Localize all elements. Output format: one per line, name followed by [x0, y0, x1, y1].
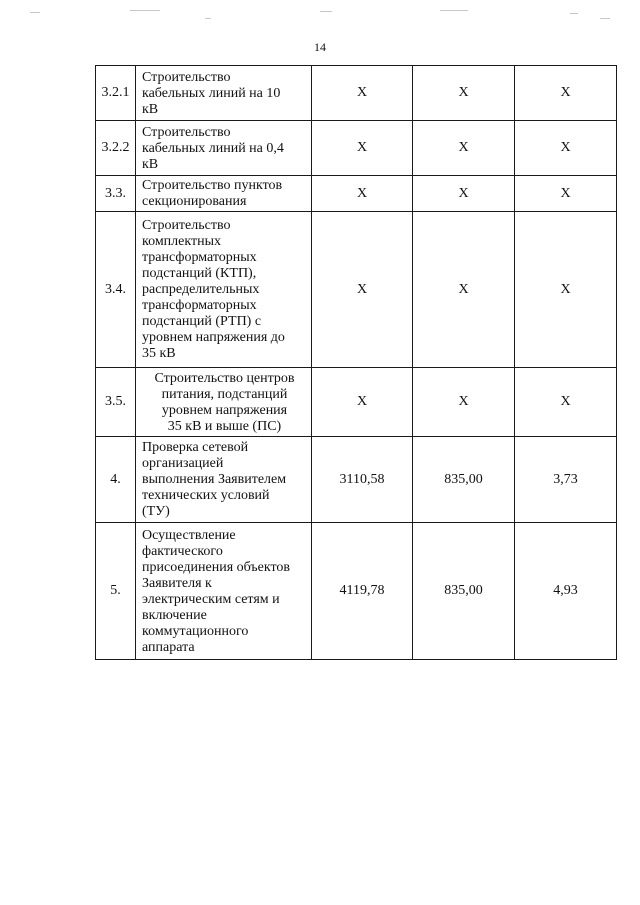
row-description: Строительство кабельных линий на 10 кВ	[136, 66, 312, 121]
row-value-3: Х	[515, 368, 617, 437]
row-description: Строительство комплектных трансформаторных подстанций (КТП), распределительных трансформаторных подстанций (РТП) с уровнем напряжения до 35 кВ	[136, 212, 312, 368]
row-description: Проверка сетевой организацией выполнения Заявителем технических условий (ТУ)	[136, 437, 312, 523]
row-value-2: Х	[413, 66, 515, 121]
row-value-3: Х	[515, 66, 617, 121]
row-value-3: 4,93	[515, 523, 617, 660]
tariff-table	[95, 65, 617, 660]
row-value-1: Х	[312, 121, 413, 176]
row-value-3: 3,73	[515, 437, 617, 523]
table-body	[96, 66, 617, 660]
row-value-2: Х	[413, 368, 515, 437]
row-value-1: 4119,78	[312, 523, 413, 660]
row-value-2: 835,00	[413, 523, 515, 660]
page-number: 14	[314, 40, 326, 54]
row-value-2: Х	[413, 212, 515, 368]
table-row	[96, 437, 617, 523]
table-row	[96, 212, 617, 368]
row-value-3: Х	[515, 212, 617, 368]
row-value-1: 3110,58	[312, 437, 413, 523]
scan-artifacts	[0, 8, 640, 28]
row-number: 3.3.	[96, 176, 136, 212]
table-row	[96, 176, 617, 212]
row-value-3: Х	[515, 176, 617, 212]
row-value-1: Х	[312, 368, 413, 437]
row-value-1: Х	[312, 66, 413, 121]
row-value-1: Х	[312, 212, 413, 368]
row-number: 3.2.1	[96, 66, 136, 121]
row-description: Строительство пунктов секционирования	[136, 176, 312, 212]
row-description: Строительство кабельных линий на 0,4 кВ	[136, 121, 312, 176]
table-row	[96, 368, 617, 437]
row-number: 3.2.2	[96, 121, 136, 176]
row-number: 3.4.	[96, 212, 136, 368]
table-row	[96, 66, 617, 121]
row-value-3: Х	[515, 121, 617, 176]
row-value-1: Х	[312, 176, 413, 212]
table-row	[96, 523, 617, 660]
row-value-2: 835,00	[413, 437, 515, 523]
row-description: Осуществление фактического присоединения объектов Заявителя к электрическим сетям и включение коммутационного аппарата	[136, 523, 312, 660]
row-value-2: Х	[413, 121, 515, 176]
row-value-2: Х	[413, 176, 515, 212]
row-number: 5.	[96, 523, 136, 660]
row-number: 4.	[96, 437, 136, 523]
row-description: Строительство центров питания, подстанций уровнем напряжения 35 кВ и выше (ПС)	[136, 368, 312, 437]
row-number: 3.5.	[96, 368, 136, 437]
table-row	[96, 121, 617, 176]
